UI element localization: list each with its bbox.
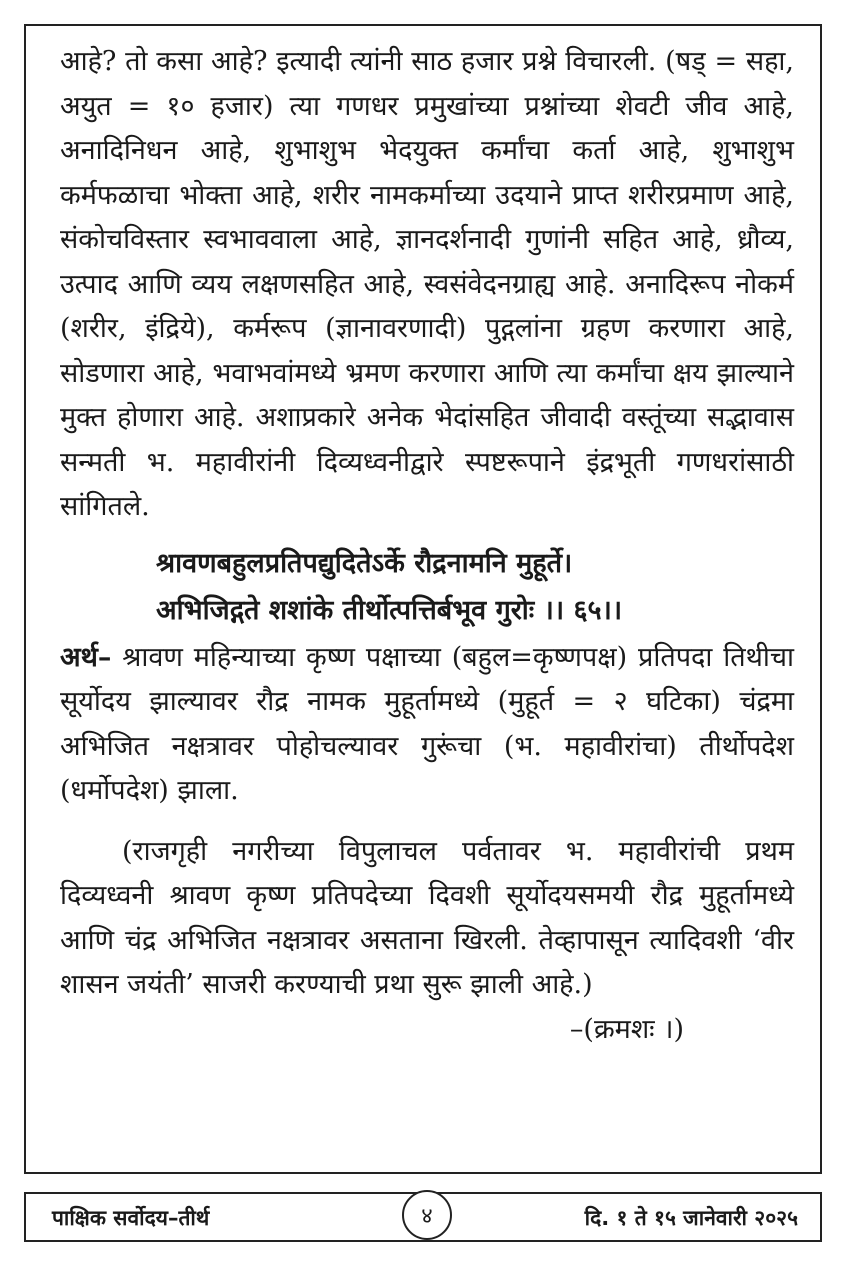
verse-line-1: श्रावणबहुलप्रतिपद्युदितेऽर्के रौद्रनामनि मुहूर्ते।: [156, 547, 573, 579]
page-number: ४: [402, 1190, 452, 1240]
page-footer: [24, 1192, 822, 1242]
meaning-text: श्रावण महिन्याच्या कृष्ण पक्षाच्या (बहुल=कृष्णपक्ष) प्रतिपदा तिथीचा सूर्योदय झाल्यावर रौद्र नामक मुहूर्तामध्ये (मुहूर्त = २ घटिका) चंद्रमा अभिजित नक्षत्रावर पोहोचल्यावर गुरूंचा (भ. महावीरांचा) तीर्थोपदेश (धर्मोपदेश) झाला.: [60, 641, 794, 806]
verse-line-2: अभिजिद्गते शशांके तीर्थोत्पत्तिर्बभूव गुरोः ।। ६५।।: [156, 594, 623, 626]
paragraph-jiva-description: आहे? तो कसा आहे? इत्यादी त्यांनी साठ हजार प्रश्ने विचारली. (षड् = सहा, अयुत = १० हजार) त्या गणधर प्रमुखांच्या प्रश्नांच्या शेवटी जीव आहे, अनादिनिधन आहे, शुभाशुभ भेदयुक्त कर्मांचा कर्ता आहे, शुभाशुभ कर्मफळाचा भोक्ता आहे, शरीर नामकर्माच्या उदयाने प्राप्त शरीरप्रमाण आहे, संकोचविस्तार स्वभाववाला आहे, ज्ञानदर्शनादी गुणांनी सहित आहे, ध्रौव्य, उत्पाद आणि व्यय लक्षणसहित आहे, स्वसंवेदनग्राह्य आहे. अनादिरूप नोकर्म (शरीर, इंद्रिये), कर्मरूप (ज्ञानावरणादी) पुद्गलांना ग्रहण करणारा आहे, सोडणारा आहे, भवाभवांमध्ये भ्रमण करणारा आणि त्या कर्मांचा क्षय झाल्याने मुक्त होणारा आहे. अशाप्रकारे अनेक भेदांसहित जीवादी वस्तूंच्या सद्भावास सन्मती भ. महावीरांनी दिव्यध्वनीद्वारे स्पष्टरूपाने इंद्रभूती गणधरांसाठी सांगितले.: [60, 46, 794, 522]
verse-meaning: [60, 636, 794, 814]
paragraph-veer-shasan-jayanti: (राजगृही नगरीच्या विपुलाचल पर्वतावर भ. महावीरांची प्रथम दिव्यध्वनी श्रावण कृष्ण प्रतिपदेच्या दिवशी सूर्योदयसमयी रौद्र मुहूर्तामध्ये आणि चंद्र अभिजित नक्षत्रावर असताना खिरली. तेव्हापासून त्यादिवशी ‘वीर शासन जयंती’ साजरी करण्याची प्रथा सुरू झाली आहे.): [60, 835, 794, 1000]
article-box: [24, 24, 822, 1174]
meaning-label: अर्थ–: [60, 641, 112, 673]
sanskrit-verse: [60, 540, 794, 634]
continued-note: –(क्रमशः ।): [569, 1013, 684, 1045]
issue-date: दि. १ ते १५ जानेवारी २०२५: [584, 1206, 798, 1230]
publication-name: पाक्षिक सर्वोदय–तीर्थ: [52, 1206, 210, 1230]
